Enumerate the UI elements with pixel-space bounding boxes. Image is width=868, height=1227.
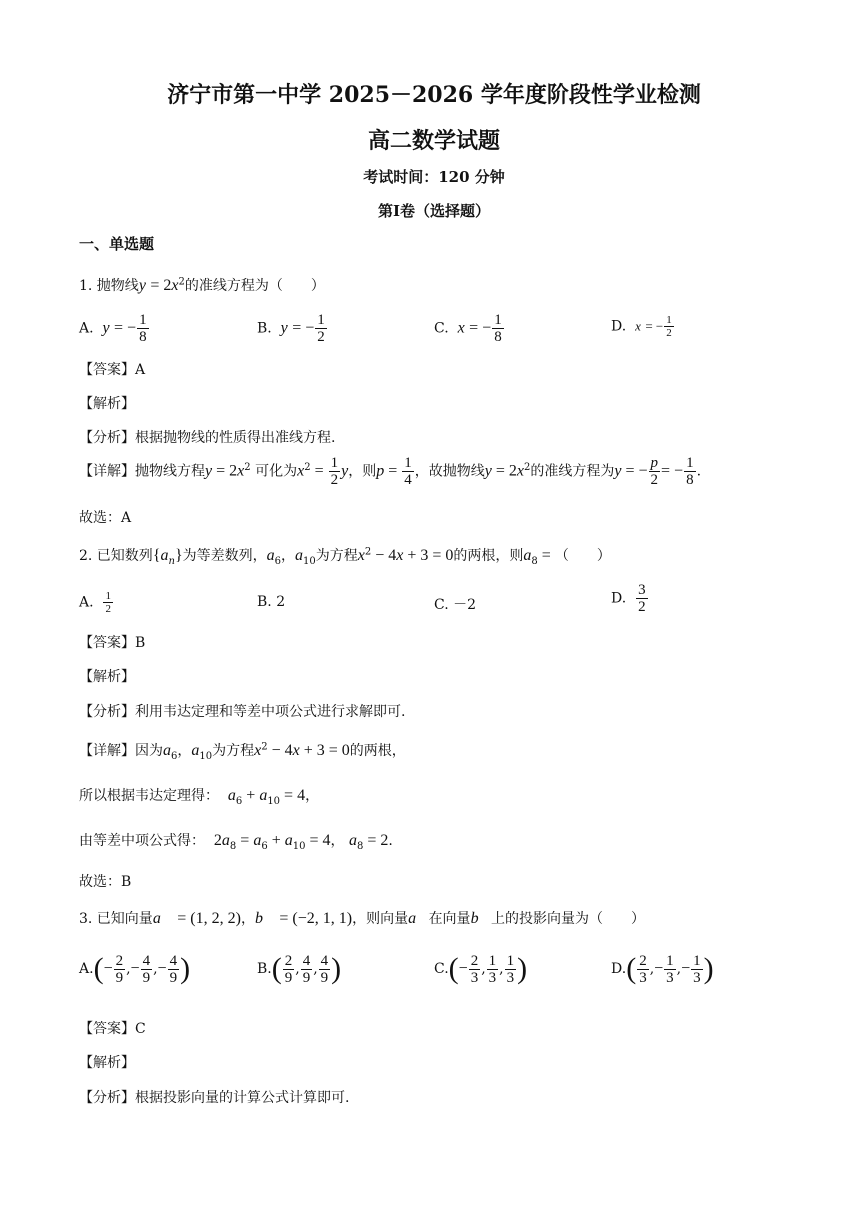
q2-detail-midterm: 由等差中项公式得： $2a_8 = a_6 + a_{10} = 4$， $a_8 = 2$. bbox=[79, 832, 393, 852]
exam-subject-title: 高二数学试题 bbox=[367, 128, 500, 154]
q3-stem: 3. 已知向量a⃗ = (1, 2, 2)，b⃗ = (−2, 1, 1)，则向量a⃗在向量b⃗上的投影向量为（ ） bbox=[79, 910, 646, 927]
q1-option-b: B. y = − $\frac{1}{2}$ bbox=[257, 312, 325, 345]
q1-option-a: A. y = − $\frac{1}{8}$ bbox=[79, 312, 147, 345]
q2-option-c: C. －2 bbox=[434, 597, 477, 613]
q2-option-b: B. 2 bbox=[257, 594, 286, 610]
q3-fenxi: 【分析】根据投影向量的计算公式计算即可. bbox=[79, 1090, 350, 1106]
q1-fenxi: 【分析】根据抛物线的性质得出准线方程. bbox=[79, 430, 336, 446]
q2-option-a: A. $\frac{1}{2}$ bbox=[79, 590, 111, 615]
q1-option-d: D. x = − $\frac{1}{2}$ bbox=[611, 314, 672, 339]
q2-detail-vieta: 所以根据韦达定理得： $a_6 + a_{10} = 4$， bbox=[79, 787, 320, 807]
q3-option-d: D.( $\frac{2}{3}$ ,− $\frac{1}{3}$ ,− $\frac{1}{3}$ ) bbox=[611, 952, 714, 986]
q2-detail: 【详解】因为$a_6$，$a_{10}$为方程$x^2 - 4x + 3 = 0$的两根， bbox=[79, 741, 406, 762]
q3-option-a: A.(− $\frac{2}{9}$ ,− $\frac{4}{9}$ ,− $\frac{4}{9}$ ) bbox=[79, 952, 191, 986]
q3-answer: 【答案】C bbox=[79, 1021, 146, 1037]
q1-answer: 【答案】A bbox=[79, 362, 146, 378]
q1-choice: 故选：A bbox=[79, 510, 132, 526]
q2-stem: 2. 已知数列$\{a_n\}$为等差数列，$a_6$，$a_{10}$为方程$x^2 - 4x + 3 = 0$的两根，则$a_8$ = （ ） bbox=[79, 546, 611, 567]
q2-answer: 【答案】B bbox=[79, 635, 146, 651]
q1-stem: 1. 抛物线$y = 2x^2$的准线方程为（ ） bbox=[79, 276, 325, 294]
exam-school-title: 济宁市第一中学 2025－2026 学年度阶段性学业检测 bbox=[167, 82, 701, 108]
q2-jiexi: 【解析】 bbox=[79, 669, 135, 685]
q2-fenxi: 【分析】利用韦达定理和等差中项公式进行求解即可. bbox=[79, 704, 406, 720]
q1-detail: 【详解】抛物线方程$y = 2x^2$ 可化为$x^2$ = $\frac{1}{2}$ y，则p = $\frac{1}{4}$ ，故抛物线$y = 2x^2$的准线方程为y = − $\frac{p}{2}$ = − $\frac{1}{8}$ . bbox=[79, 455, 702, 488]
section-heading: 一、单选题 bbox=[79, 235, 155, 253]
q2-option-d: D. $\frac{3}{2}$ bbox=[611, 582, 646, 615]
exam-time: 考试时间：120 分钟 bbox=[363, 168, 505, 186]
q1-option-c: C. x = − $\frac{1}{8}$ bbox=[434, 312, 502, 345]
q3-option-c: C.(− $\frac{2}{3}$ , $\frac{1}{3}$ , $\frac{1}{3}$ ) bbox=[434, 952, 528, 986]
exam-volume: 第Ⅰ卷（选择题） bbox=[377, 202, 491, 220]
q3-option-b: B.( $\frac{2}{9}$ , $\frac{4}{9}$ , $\frac{4}{9}$ ) bbox=[257, 952, 342, 986]
q2-choice: 故选：B bbox=[79, 874, 132, 890]
q1-jiexi: 【解析】 bbox=[79, 396, 135, 412]
q3-jiexi: 【解析】 bbox=[79, 1055, 135, 1071]
